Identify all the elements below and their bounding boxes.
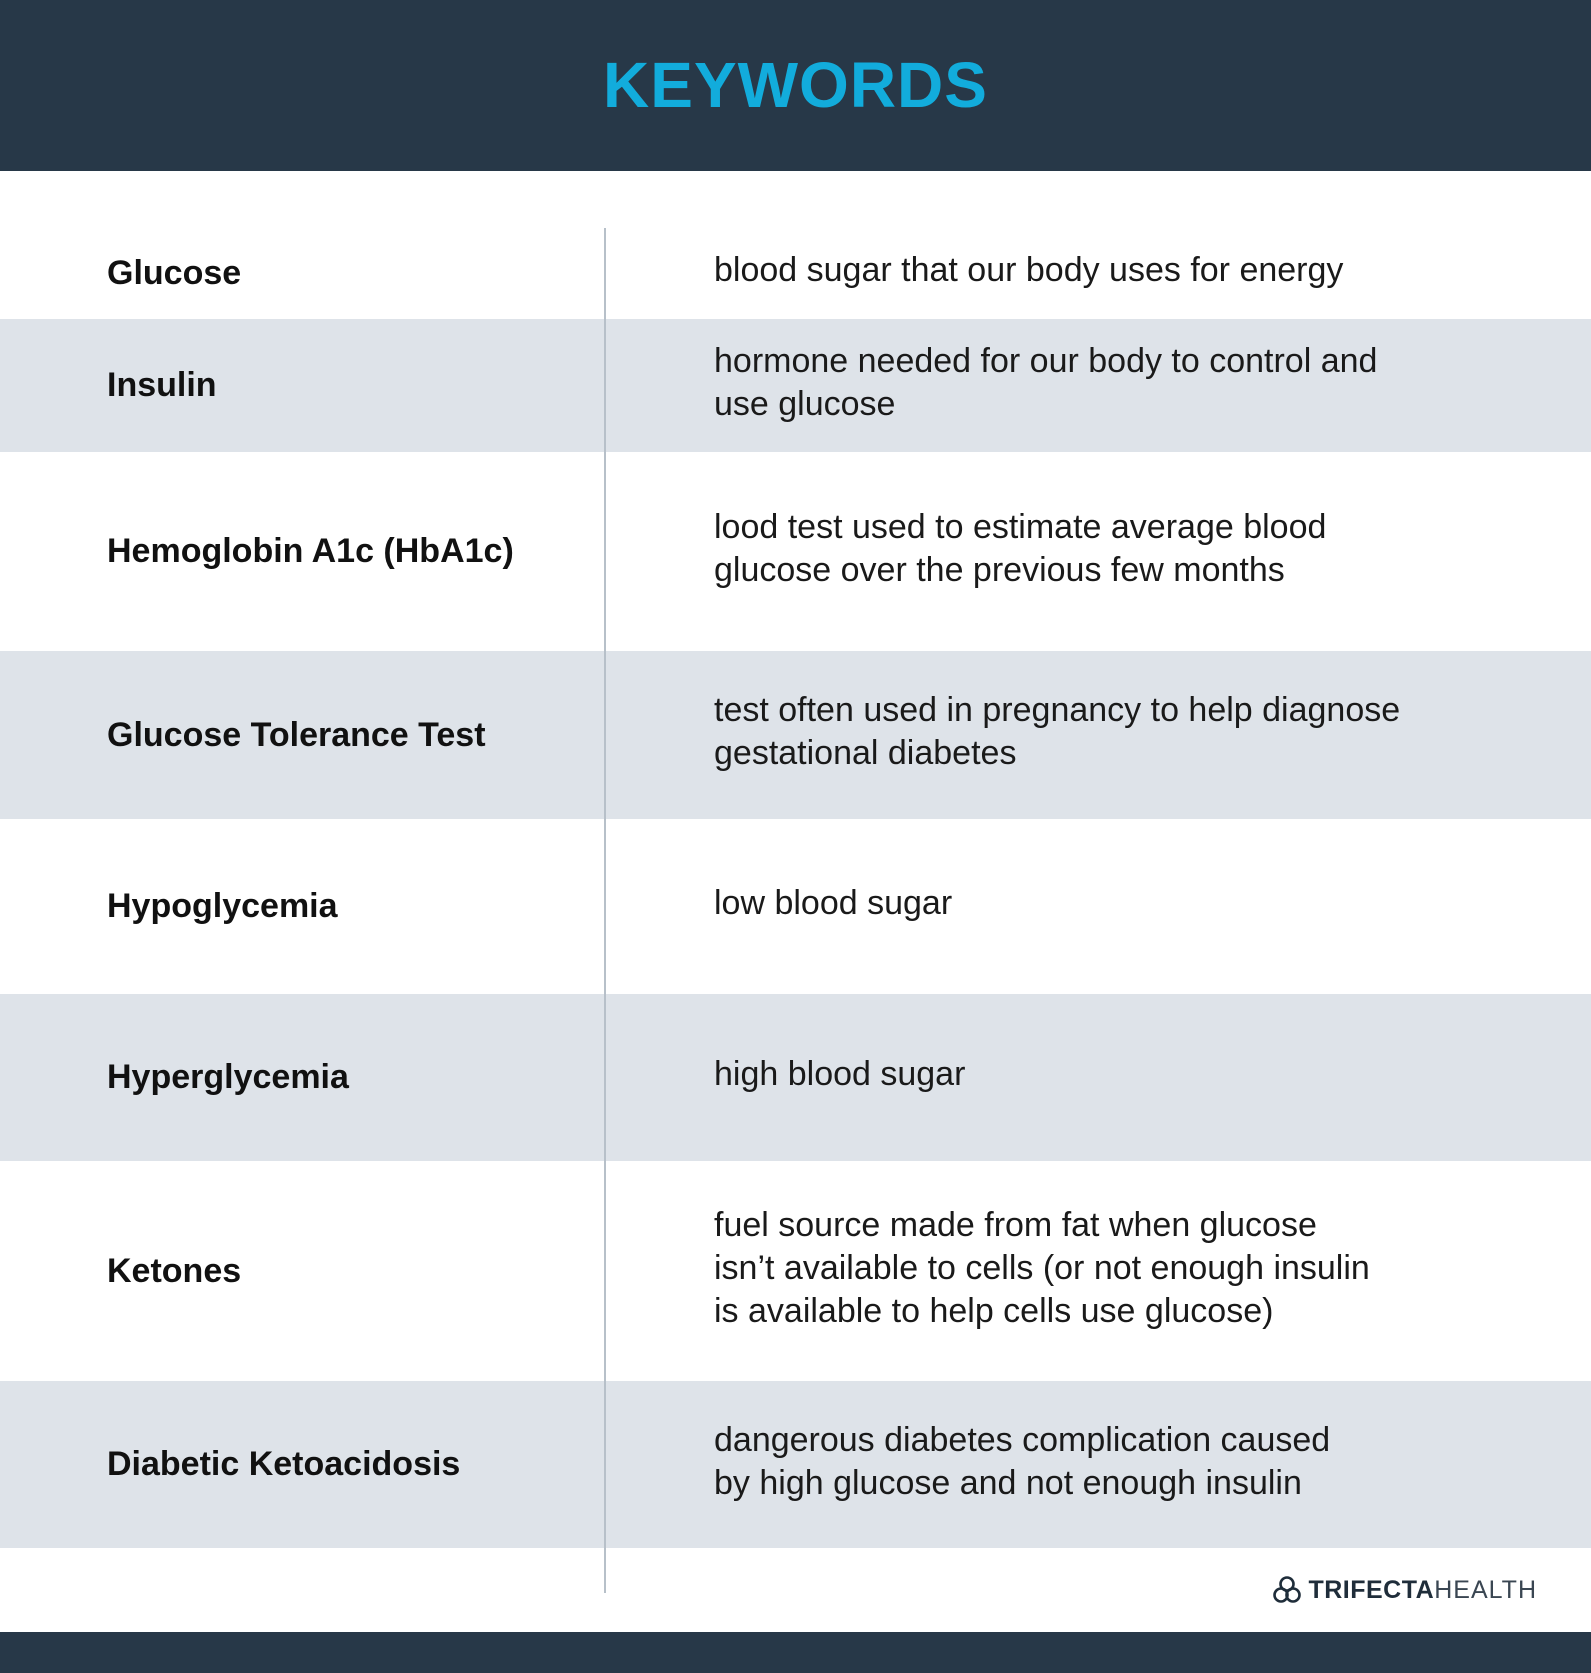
- page-title: KEYWORDS: [603, 48, 988, 121]
- keyword-row: [0, 319, 1591, 452]
- keyword-term: Hypoglycemia: [107, 887, 338, 925]
- keyword-row: [0, 651, 1591, 819]
- keyword-term: Glucose Tolerance Test: [107, 715, 486, 754]
- column-divider: [604, 228, 606, 1593]
- keyword-row: [0, 1381, 1591, 1548]
- keyword-definition: fuel source made from fat when glucose isn’t available to cells (or not enough insulin is available to help cells use glucose): [714, 1205, 1370, 1330]
- trifecta-logo-icon: [1272, 1575, 1302, 1605]
- keyword-term: Glucose: [107, 254, 242, 292]
- keyword-row: [0, 452, 1591, 651]
- keyword-definition: test often used in pregnancy to help diagnose gestational diabetes: [714, 691, 1401, 772]
- keyword-row: [0, 819, 1591, 994]
- keyword-definition: blood sugar that our body uses for energy: [714, 251, 1344, 289]
- keyword-row: [0, 994, 1591, 1161]
- keyword-row: [0, 228, 1591, 319]
- keyword-term: Hemoglobin A1c (HbA1c): [107, 532, 514, 570]
- keyword-definition: hormone needed for our body to control and use glucose: [714, 341, 1378, 423]
- keyword-term: Insulin: [107, 366, 217, 404]
- keyword-definition: high blood sugar: [714, 1055, 966, 1093]
- keyword-row: [0, 1161, 1591, 1381]
- header-banner: [0, 0, 1591, 171]
- brand-logo: [1272, 1575, 1537, 1605]
- footer-bar: [0, 1632, 1591, 1673]
- keyword-term: Ketones: [107, 1251, 242, 1290]
- keyword-definition: dangerous diabetes complication caused by high glucose and not enough insulin: [714, 1420, 1331, 1502]
- keyword-definition: low blood sugar: [714, 884, 953, 922]
- keyword-term: Diabetic Ketoacidosis: [107, 1445, 461, 1483]
- brand-name-bold: TRIFECTA: [1308, 1575, 1435, 1604]
- keyword-definition: lood test used to estimate average blood glucose over the previous few months: [714, 507, 1327, 589]
- brand-name-light: HEALTH: [1434, 1575, 1537, 1604]
- keyword-term: Hyperglycemia: [107, 1058, 349, 1096]
